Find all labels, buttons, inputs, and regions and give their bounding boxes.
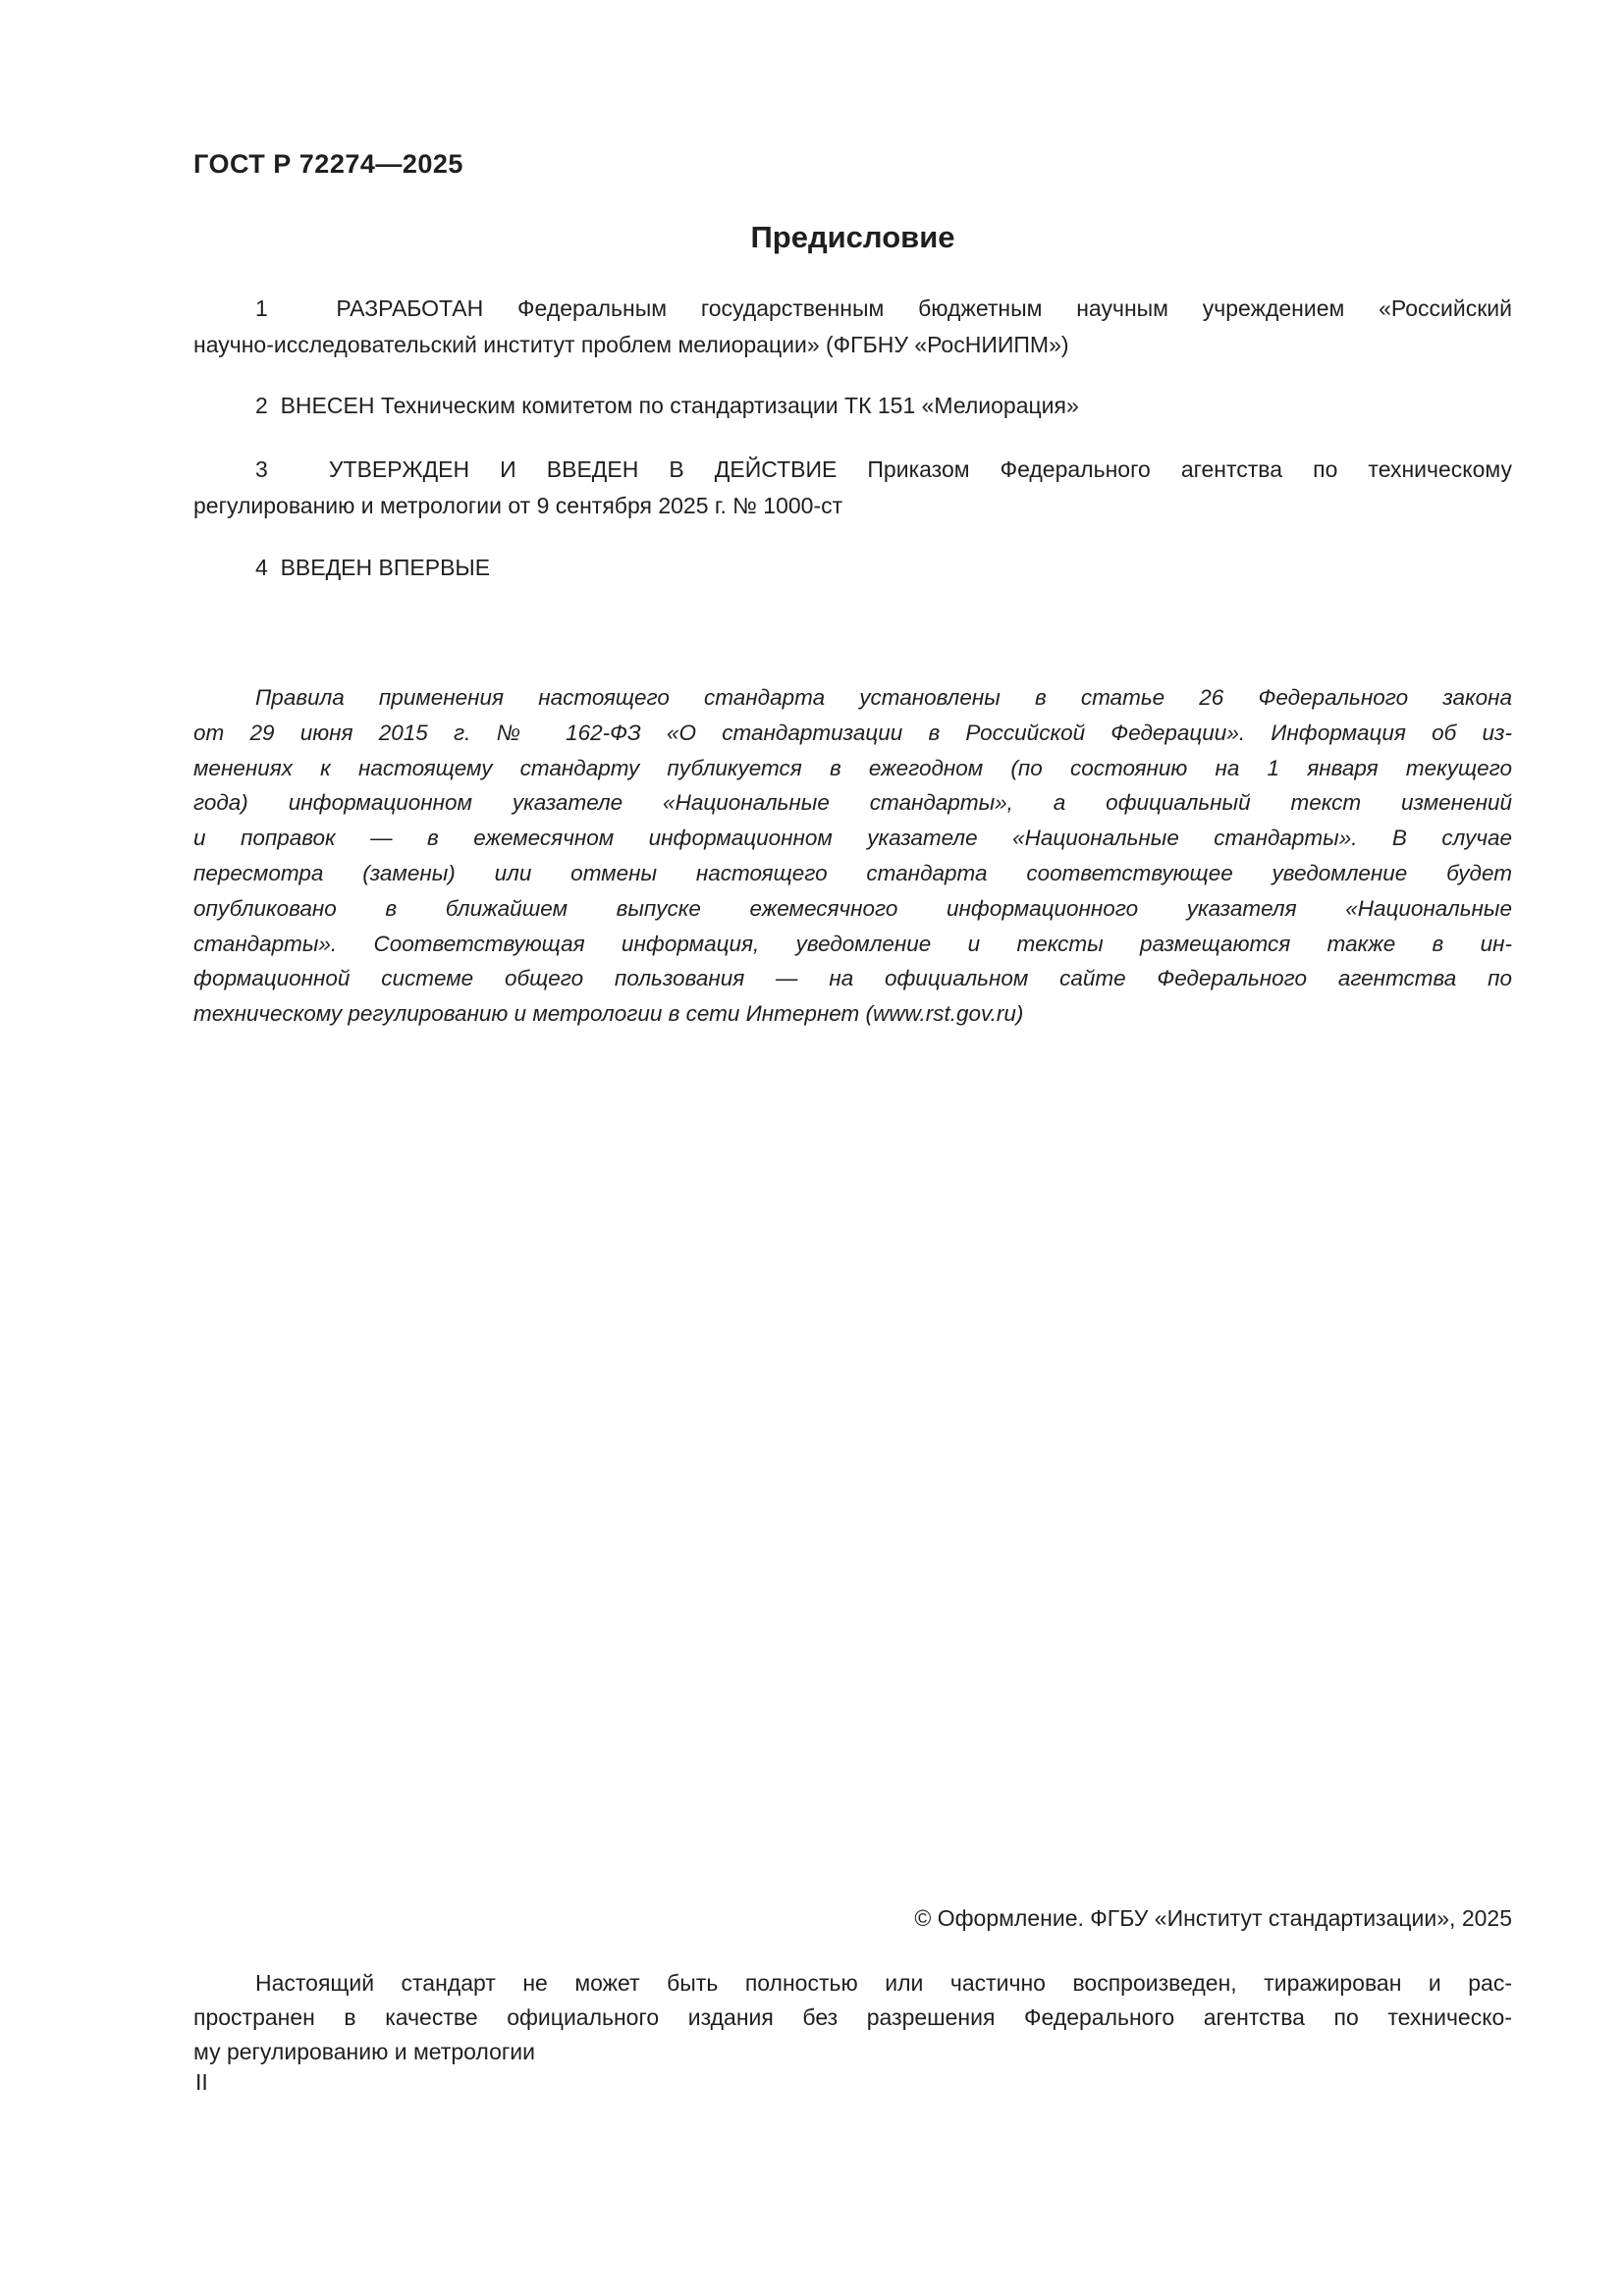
text-line: 1 РАЗРАБОТАН Федеральным государственным бюджетным научным учреждением «Российский — [255, 295, 1512, 321]
foreword-title: Предисловие — [750, 220, 955, 254]
legal-application-notice — [193, 680, 1512, 1032]
text-line: Настоящий стандарт не может быть полностью или частично воспроизведен, тиражирован и рас- — [255, 1970, 1512, 1996]
reproduction-restriction-notice — [193, 1966, 1512, 2069]
text-line: и поправок — в ежемесячном информационном указателе «Национальные стандарты». В случае — [193, 826, 1512, 851]
foreword-item-first-introduced — [193, 550, 1512, 586]
text-line: формационной системе общего пользования — на официальном сайте Федерального агентства по — [193, 966, 1512, 991]
page-number: II — [195, 2069, 208, 2095]
text-line: научно-исследовательский институт проблем мелиорации» (ФГБНУ «РосНИИПМ») — [193, 332, 1069, 357]
text-line: пространен в качестве официального издания без разрешения Федерального агентства по техническо- — [193, 2004, 1512, 2030]
text-line: техническому регулированию и метрологии в сети Интернет (www.rst.gov.ru) — [193, 1001, 1024, 1027]
text-line: пересмотра (замены) или отмены настоящего стандарта соответствующее уведомление будет — [193, 860, 1512, 885]
text-line: му регулированию и метрологии — [193, 2039, 535, 2064]
text-line: опубликовано в ближайшем выпуске ежемесячного информационного указателя «Национальные — [193, 895, 1512, 921]
text-line: от 29 июня 2015 г. № 162-ФЗ «О стандартизации в Российской Федерации». Информация об из- — [193, 720, 1512, 745]
text-line: 2 ВНЕСЕН Техническим комитетом по стандартизации ТК 151 «Мелиорация» — [255, 393, 1079, 418]
foreword-item-developed — [193, 291, 1512, 363]
text-line: регулированию и метрологии от 9 сентября 2025 г. № 1000-ст — [193, 493, 843, 518]
text-line: года) информационном указателе «Национальные стандарты», а официальный текст изменений — [193, 790, 1512, 816]
text-line: 4 ВВЕДЕН ВПЕРВЫЕ — [255, 555, 491, 580]
foreword-item-submitted — [193, 388, 1512, 424]
text-line: 3 УТВЕРЖДЕН И ВВЕДЕН В ДЕЙСТВИЕ Приказом Федерального агентства по техническому — [255, 456, 1512, 482]
text-line: стандарты». Соответствующая информация, уведомление и тексты размещаются также в ин- — [193, 931, 1512, 956]
text-line: Правила применения настоящего стандарта установлены в статье 26 Федерального закона — [255, 685, 1512, 710]
copyright-notice: © Оформление. ФГБУ «Институт стандартизации», 2025 — [914, 1905, 1512, 1931]
text-line: менениях к настоящему стандарту публикуется в ежегодном (по состоянию на 1 января текущего — [193, 755, 1512, 780]
foreword-item-approved — [193, 452, 1512, 524]
document-code: ГОСТ Р 72274—2025 — [193, 149, 463, 179]
